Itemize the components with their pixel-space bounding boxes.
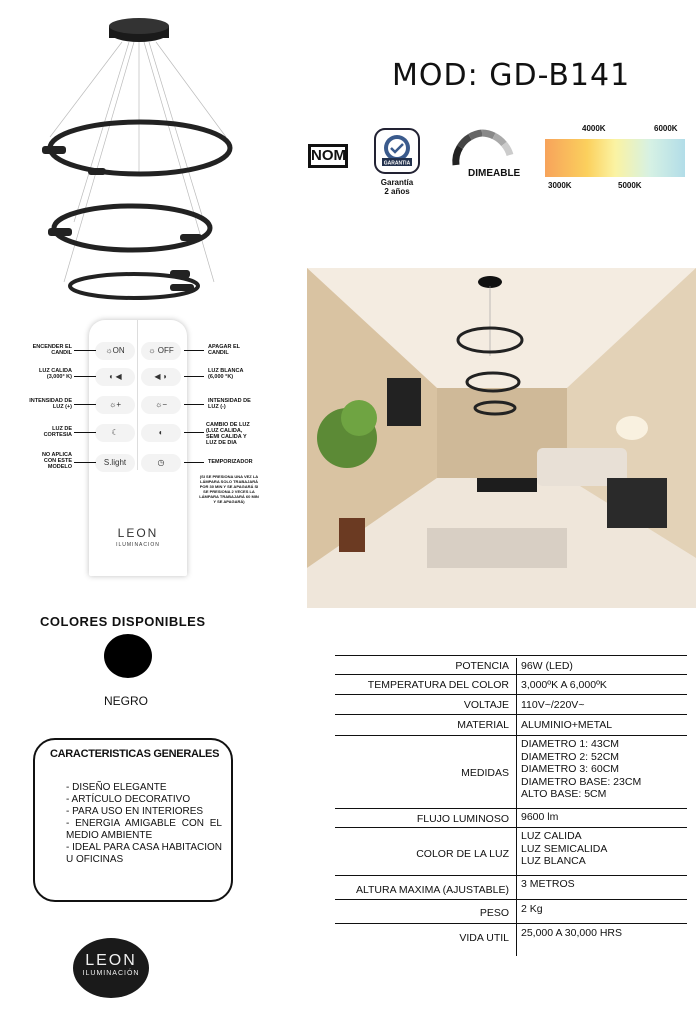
spec-value: DIAMETRO 3: 60CM [521,763,620,775]
remote-mode-button[interactable]: ◐ [141,424,181,442]
spec-value-list [521,830,607,868]
warranty-label: Garantía [380,178,414,187]
spec-label: TEMPERATURA DEL COLOR [367,679,509,691]
spec-value: ALUMINIO+METAL [521,719,613,731]
remote-timer-note: (SI SE PRESIONA UNA VEZ LA LÁMPARA SOLO TRABAJARÁ POR 30 MIN Y SE APAGARÁ SI SE PRESIONA 2 VECES LA LÁMPARA TRABAJARÁ 60 MIN Y SE APAGARÁ) [199,474,259,504]
list-item: - ARTÍCULO DECORATIVO [66,794,191,805]
spec-row [335,924,687,956]
spec-value-list [521,738,641,801]
remote-label-white: LUZ BLANCA (6,000 °K) [208,368,244,380]
characteristics-list [66,782,222,866]
arrow [184,404,204,405]
remote-on-button[interactable]: ☼ON [95,342,135,360]
list-item: - DISEÑO ELEGANTE [66,782,167,793]
kelvin-3000: 3000K [548,181,572,190]
spec-value: 96W (LED) [521,660,573,672]
spec-value: LUZ BLANCA [521,855,586,867]
spec-value: 110V~/220V~ [521,699,585,711]
remote-label-bright-down: INTENSIDAD DE LUZ (-) [208,398,251,410]
spec-row [335,695,687,715]
warranty-seal-icon [374,128,420,174]
remote-white-button[interactable]: ◀ ◗ [141,368,181,386]
arrow [74,376,96,377]
kelvin-5000: 5000K [618,181,642,190]
color-temperature-bar [545,139,685,177]
remote-off-button[interactable]: ☼ OFF [141,342,181,360]
model-title: MOD: GD-B141 [392,58,631,93]
remote-control [89,320,187,576]
logo-main-text: LEON [85,952,137,969]
remote-label-warm: LUZ CALIDA (3,000° K) [39,368,72,380]
spec-label: PESO [479,907,509,919]
spec-value: LUZ SEMICALIDA [521,842,608,855]
spec-value: 3 METROS [521,878,575,890]
remote-logo: LEON [117,526,159,540]
spec-label: ALTURA MAXIMA (AJUSTABLE) [355,884,509,896]
arrow [74,462,96,463]
remote-warm-button[interactable]: ◖ ◀ [95,368,135,386]
remote-slight-button[interactable]: S.light [95,454,135,472]
warranty-seal-text: GARANTIA [383,160,411,167]
spec-row [335,675,687,695]
remote-label-mode: CAMBIO DE LUZ (LUZ CALIDA, SEMI CALIDA Y LUZ DE DIA [206,422,250,446]
spec-row [335,809,687,828]
remote-brightness-down-button[interactable]: ☼− [141,396,181,414]
spec-label: FLUJO LUMINOSO [416,813,509,825]
spec-value: 3,000ºK A 6,000ºK [521,679,607,691]
spec-label: MATERIAL [457,719,509,731]
warranty-duration: 2 años [384,187,410,196]
colors-title: COLORES DISPONIBLES [40,614,206,629]
spec-row [335,715,687,736]
remote-timer-button[interactable]: ◷ [141,454,181,472]
spec-label: VIDA UTIL [459,932,509,944]
dimmable-label: DIMEABLE [468,168,521,179]
spec-row [335,656,687,675]
list-item: - PARA USO EN INTERIORES [66,806,204,817]
remote-courtesy-button[interactable]: ☾ [95,424,135,442]
color-name: NEGRO [104,694,149,708]
spec-value: 25,000 A 30,000 HRS [521,927,622,939]
kelvin-6000: 6000K [654,124,678,133]
remote-label-timer: TEMPORIZADOR [208,459,253,465]
spec-value: 2 Kg [521,903,543,915]
spec-label: VOLTAJE [463,699,509,711]
kelvin-4000: 4000K [582,124,606,133]
arrow [184,376,204,377]
remote-label-off: APAGAR EL CANDIL [208,344,240,356]
spec-value: DIAMETRO 1: 43CM [521,738,620,750]
spec-value: DIAMETRO BASE: 23CM [521,775,642,788]
spec-value: LUZ CALIDA [521,830,582,842]
spec-row [335,900,687,924]
remote-label-on: ENCENDER EL CANDIL [32,344,72,356]
spec-row [335,828,687,876]
arrow [184,350,204,351]
room-photo [307,268,696,608]
arrow [184,432,204,433]
arrow [184,462,204,463]
logo-sub-text: ILUMINACIÓN [82,970,140,977]
color-swatch-black [104,634,152,678]
remote-logo-sub: ILUMINACION [116,542,160,548]
nom-certification-badge: NOM [308,144,348,168]
pendant-lamp-image [34,12,240,302]
brand-logo [73,938,149,998]
arrow [74,404,96,405]
remote-label-courtesy: LUZ DE CORTESIA [43,426,72,438]
list-item: - ENERGIA AMIGABLE CON EL MEDIO AMBIENTE [66,818,222,841]
list-item: - IDEAL PARA CASA HABITACION U OFICINAS [66,842,222,865]
arrow [74,432,96,433]
spec-label: COLOR DE LA LUZ [416,848,509,860]
warranty-text [367,178,427,196]
spec-value: ALTO BASE: 5CM [521,788,607,800]
spec-label: MEDIDAS [461,767,509,779]
spec-label: POTENCIA [455,660,509,672]
arrow [74,350,96,351]
spec-row [335,736,687,809]
remote-brightness-up-button[interactable]: ☼+ [95,396,135,414]
spec-value: DIAMETRO 2: 52CM [521,750,620,763]
characteristics-title: CARACTERISTICAS GENERALES [50,748,220,760]
spec-value: 9600 lm [521,811,559,823]
remote-label-not-applicable: NO APLICA CON ESTE MODELO [41,452,72,470]
spec-row [335,876,687,900]
remote-label-bright-up: INTENSIDAD DE LUZ (+) [29,398,72,410]
